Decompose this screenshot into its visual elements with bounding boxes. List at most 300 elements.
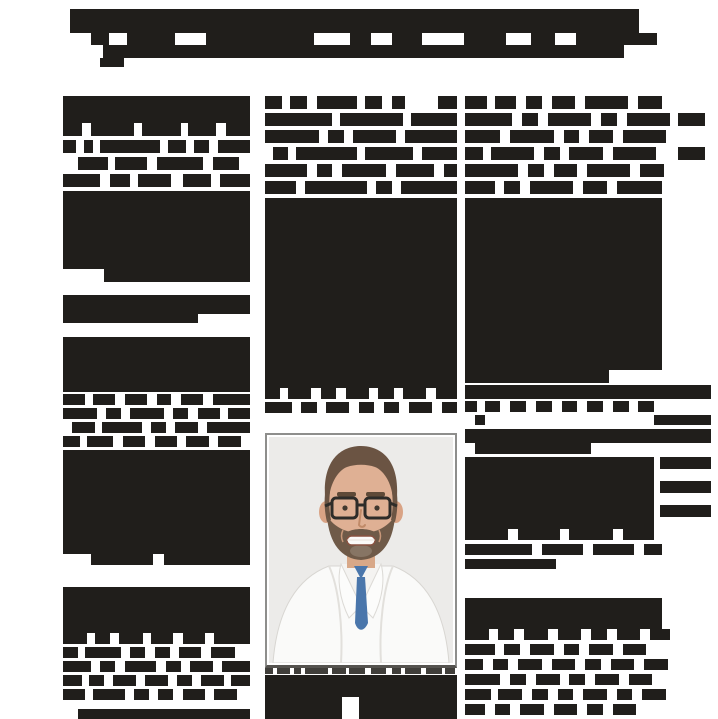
redacted-word-bar [164, 554, 250, 565]
redaction-row [465, 457, 662, 469]
redaction-row [465, 96, 662, 109]
redacted-word-bar [442, 402, 457, 413]
redacted-word-bar [403, 388, 426, 399]
redaction-row [465, 644, 662, 655]
redacted-word-bar [78, 157, 108, 170]
redacted-word-bar [87, 436, 113, 447]
redacted-word-bar [119, 633, 143, 644]
redacted-word-bar [611, 659, 635, 670]
redacted-word-bar [113, 675, 135, 686]
redacted-word-bar [63, 661, 91, 672]
redacted-word-bar [591, 629, 607, 640]
redacted-word-bar [465, 113, 512, 126]
redacted-word-bar [63, 394, 85, 405]
redaction-row [465, 517, 662, 529]
redacted-word-bar [522, 113, 538, 126]
redacted-word-bar [465, 457, 654, 469]
redacted-word-bar [554, 704, 578, 715]
redacted-word-bar [321, 388, 336, 399]
redacted-word-bar [317, 164, 332, 177]
redacted-word-bar [444, 164, 457, 177]
redacted-word-bar [528, 164, 544, 177]
redacted-word-bar [359, 697, 457, 719]
redacted-word-bar [305, 181, 366, 194]
redacted-word-bar [166, 661, 181, 672]
redacted-word-bar [660, 457, 711, 469]
redacted-word-bar [265, 113, 332, 126]
doctor-portrait-illustration [269, 437, 453, 663]
redaction-row [465, 385, 662, 399]
redacted-word-bar [531, 33, 555, 45]
caption-mark [371, 668, 386, 674]
redacted-word-bar [465, 96, 487, 109]
redacted-word-bar [465, 529, 508, 540]
redacted-word-bar [589, 644, 613, 655]
redacted-word-bar [290, 96, 307, 109]
redaction-row [465, 429, 662, 443]
redacted-word-bar [222, 661, 250, 672]
redacted-word-bar [558, 689, 574, 700]
redacted-word-bar [91, 554, 153, 565]
redacted-word-bar [342, 164, 386, 177]
redacted-word-bar [640, 164, 664, 177]
redacted-word-bar [89, 675, 104, 686]
white-space [265, 416, 457, 433]
redacted-word-bar [587, 401, 603, 412]
redacted-word-bar [183, 174, 211, 187]
caption-mark [445, 668, 455, 674]
redacted-word-bar [157, 157, 204, 170]
redacted-word-bar [220, 174, 250, 187]
redacted-word-bar [63, 689, 85, 700]
redaction-row [55, 58, 657, 67]
redaction-block [63, 295, 250, 314]
redacted-word-bar [376, 181, 391, 194]
redacted-word-bar [317, 96, 357, 109]
redacted-word-bar [63, 633, 87, 644]
redacted-word-bar [181, 394, 203, 405]
redacted-word-bar [353, 130, 395, 143]
redacted-word-bar [201, 675, 223, 686]
redaction-row [465, 370, 662, 383]
redacted-word-bar [510, 674, 526, 685]
white-space [63, 568, 250, 587]
redaction-row [63, 394, 250, 405]
redaction-row [63, 140, 250, 153]
white-space [63, 326, 250, 337]
redacted-word-bar [564, 644, 580, 655]
redacted-word-bar [465, 181, 495, 194]
redaction-row [465, 481, 662, 493]
redacted-word-bar [465, 481, 654, 493]
redaction-row [465, 505, 662, 517]
white-space [63, 286, 250, 295]
redacted-word-bar [173, 408, 188, 419]
redacted-word-bar [593, 544, 634, 555]
redacted-word-bar [130, 647, 145, 658]
redaction-row [265, 147, 457, 160]
redacted-word-bar [510, 130, 553, 143]
redacted-word-bar [401, 181, 457, 194]
redaction-row [465, 493, 662, 505]
redacted-word-bar [465, 659, 483, 670]
redacted-word-bar [465, 401, 477, 412]
redacted-word-bar [617, 181, 662, 194]
redacted-word-bar [134, 689, 149, 700]
redacted-word-bar [493, 659, 509, 670]
caption-mark [349, 668, 364, 674]
redacted-word-bar [265, 697, 342, 719]
redaction-row [63, 675, 250, 686]
redacted-word-bar [465, 130, 500, 143]
redacted-word-bar [123, 436, 145, 447]
redacted-word-bar [595, 674, 619, 685]
redacted-word-bar [213, 394, 250, 405]
redacted-word-bar [301, 402, 316, 413]
redacted-word-bar [465, 147, 483, 160]
redaction-row [465, 401, 662, 412]
redacted-word-bar [211, 647, 235, 658]
redacted-word-bar [569, 529, 612, 540]
redaction-row [265, 113, 457, 126]
redacted-word-bar [558, 629, 582, 640]
redaction-block [63, 587, 250, 633]
redacted-word-bar [552, 659, 576, 670]
redacted-word-bar [155, 436, 177, 447]
redacted-word-bar [63, 123, 82, 136]
redacted-word-bar [569, 147, 602, 160]
redacted-word-bar [115, 157, 147, 170]
redacted-word-bar [518, 659, 542, 670]
redacted-word-bar [465, 629, 489, 640]
redacted-word-bar [465, 674, 500, 685]
caption-mark [277, 668, 290, 674]
redacted-word-bar [491, 147, 534, 160]
redacted-word-bar [190, 661, 212, 672]
redacted-word-bar [544, 147, 560, 160]
redacted-word-bar [392, 33, 422, 45]
redacted-word-bar [265, 388, 280, 399]
redacted-word-bar [194, 140, 209, 153]
redaction-row [63, 689, 250, 700]
redacted-word-bar [498, 689, 522, 700]
redaction-row [465, 689, 662, 700]
redaction-row [63, 422, 250, 433]
redacted-word-bar [554, 164, 578, 177]
redacted-word-bar [617, 689, 633, 700]
redacted-word-bar [548, 113, 591, 126]
redaction-block [70, 9, 639, 33]
caption-mark [405, 668, 420, 674]
redacted-word-bar [183, 689, 205, 700]
redaction-row [465, 629, 662, 640]
redaction-block [63, 96, 250, 123]
redacted-word-bar [644, 544, 662, 555]
redaction-row [63, 123, 250, 136]
redaction-row [465, 704, 662, 715]
redacted-word-bar [465, 493, 654, 505]
redacted-word-bar [518, 529, 559, 540]
redacted-word-bar [569, 674, 585, 685]
redacted-word-bar [396, 164, 434, 177]
redaction-block [465, 598, 662, 629]
redaction-row [465, 415, 662, 425]
redacted-word-bar [623, 130, 666, 143]
redaction-row [63, 408, 250, 419]
redacted-word-bar [91, 123, 134, 136]
redacted-word-bar [613, 147, 656, 160]
redaction-row [465, 529, 662, 540]
redacted-word-bar [465, 517, 654, 529]
redacted-word-bar [498, 629, 514, 640]
redacted-word-bar [188, 123, 216, 136]
redacted-word-bar [84, 140, 93, 153]
redacted-word-bar [110, 174, 131, 187]
redacted-word-bar [409, 402, 432, 413]
redacted-word-bar [465, 559, 556, 569]
redacted-word-bar [542, 544, 583, 555]
redacted-word-bar [95, 633, 110, 644]
redacted-word-bar [465, 429, 711, 443]
redacted-word-bar [642, 689, 666, 700]
redacted-word-bar [601, 113, 617, 126]
redacted-word-bar [127, 33, 175, 45]
redacted-word-bar [536, 674, 560, 685]
redaction-row [465, 147, 662, 160]
redacted-word-bar [504, 181, 520, 194]
redacted-word-bar [465, 164, 518, 177]
redacted-word-bar [660, 505, 711, 517]
redacted-word-bar [495, 96, 517, 109]
redaction-row [265, 388, 457, 399]
redacted-word-bar [392, 96, 405, 109]
redacted-word-bar [465, 370, 609, 383]
redaction-row [465, 164, 662, 177]
redacted-word-bar [103, 45, 624, 58]
redacted-word-bar [63, 174, 100, 187]
redacted-word-bar [627, 113, 670, 126]
redacted-word-bar [93, 394, 115, 405]
caption-mark [305, 668, 328, 674]
redaction-row [63, 554, 250, 565]
redaction-row [63, 436, 250, 447]
redacted-word-bar [526, 96, 542, 109]
redacted-word-bar [63, 140, 76, 153]
redacted-word-bar [72, 422, 94, 433]
redacted-word-bar [365, 147, 413, 160]
redacted-word-bar [265, 402, 292, 413]
redaction-row [465, 559, 662, 569]
redacted-word-bar [438, 96, 457, 109]
redacted-word-bar [102, 422, 141, 433]
redaction-row [63, 633, 250, 644]
white-space [465, 569, 662, 598]
redacted-word-bar [365, 96, 382, 109]
redacted-word-bar [63, 647, 78, 658]
redaction-row [465, 443, 662, 454]
redaction-block [265, 675, 457, 697]
redacted-word-bar [654, 415, 711, 425]
redacted-word-bar [436, 388, 457, 399]
doctor-portrait-photo [265, 433, 457, 668]
caption-mark [294, 668, 302, 674]
redacted-word-bar [168, 140, 187, 153]
redacted-word-bar [562, 401, 578, 412]
redacted-word-bar [465, 505, 654, 517]
redacted-word-bar [589, 130, 613, 143]
redacted-word-bar [138, 174, 172, 187]
redacted-word-bar [629, 674, 653, 685]
redacted-word-bar [411, 113, 457, 126]
caption-mark [332, 668, 345, 674]
redaction-row [55, 33, 657, 45]
redacted-word-bar [504, 644, 520, 655]
redaction-row [465, 469, 662, 481]
redacted-word-bar [85, 647, 121, 658]
redacted-word-bar [206, 33, 314, 45]
redacted-word-bar [465, 385, 711, 399]
redaction-row [63, 709, 250, 719]
portrait-photo-area [269, 437, 453, 663]
redacted-word-bar [214, 689, 236, 700]
redacted-word-bar [530, 181, 573, 194]
redaction-block [63, 191, 250, 269]
redaction-row [465, 544, 662, 555]
redacted-word-bar [585, 659, 601, 670]
redacted-word-bar [214, 633, 250, 644]
redacted-word-bar [177, 675, 192, 686]
redacted-word-bar [384, 402, 399, 413]
redacted-word-bar [151, 633, 173, 644]
redacted-word-bar [660, 481, 711, 493]
caption-mark [392, 668, 402, 674]
redaction-row [63, 157, 250, 170]
redacted-word-bar [207, 422, 250, 433]
redaction-row [465, 674, 662, 685]
redacted-word-bar [213, 157, 239, 170]
redaction-row [55, 45, 657, 58]
redacted-word-bar [378, 388, 393, 399]
redacted-word-bar [350, 33, 371, 45]
redaction-row [63, 269, 250, 282]
redacted-word-bar [623, 529, 655, 540]
redacted-word-bar [638, 96, 662, 109]
redacted-word-bar [78, 709, 250, 719]
redacted-word-bar [552, 96, 576, 109]
redacted-word-bar [585, 96, 628, 109]
redacted-word-bar [100, 140, 160, 153]
redacted-word-bar [524, 629, 548, 640]
redacted-word-bar [125, 394, 147, 405]
redaction-row [465, 130, 662, 143]
redacted-word-bar [465, 704, 485, 715]
redacted-word-bar [587, 164, 630, 177]
redacted-word-bar [63, 675, 82, 686]
redacted-word-bar [231, 675, 250, 686]
redacted-word-bar [130, 408, 164, 419]
redacted-word-bar [475, 415, 485, 425]
redaction-row [265, 402, 457, 413]
redaction-row [465, 181, 662, 194]
column-2 [265, 96, 457, 719]
redacted-word-bar [510, 401, 526, 412]
redaction-row [63, 661, 250, 672]
redacted-word-bar [93, 689, 125, 700]
redacted-word-bar [564, 130, 580, 143]
redaction-row [63, 314, 250, 323]
redaction-block [265, 198, 457, 388]
redacted-word-bar [145, 675, 167, 686]
redacted-word-bar [186, 436, 208, 447]
redacted-word-bar [228, 408, 250, 419]
photo-caption-redacted [265, 668, 457, 674]
redacted-word-bar [175, 422, 197, 433]
redacted-word-bar [583, 689, 607, 700]
redacted-word-bar [226, 123, 250, 136]
redacted-word-bar [157, 394, 172, 405]
redacted-word-bar [183, 633, 205, 644]
redacted-word-bar [265, 96, 282, 109]
redacted-word-bar [100, 661, 115, 672]
redacted-word-bar [520, 704, 544, 715]
redacted-word-bar [91, 33, 109, 45]
redacted-word-bar [106, 408, 121, 419]
redaction-row [63, 174, 250, 187]
redacted-word-bar [326, 402, 349, 413]
caption-mark [426, 668, 441, 674]
redacted-word-bar [100, 58, 124, 67]
redacted-word-bar [465, 689, 491, 700]
redacted-word-bar [179, 647, 201, 658]
redacted-word-bar [104, 269, 250, 282]
redacted-word-bar [273, 147, 288, 160]
redacted-word-bar [465, 544, 532, 555]
column-1 [63, 96, 250, 719]
redacted-word-bar [623, 644, 647, 655]
redacted-word-bar [475, 443, 591, 454]
redaction-block [63, 337, 250, 392]
redaction-block [465, 198, 662, 370]
redacted-word-bar [198, 408, 220, 419]
redacted-word-bar [63, 436, 80, 447]
redacted-word-bar [465, 644, 495, 655]
redacted-word-bar [218, 140, 250, 153]
redacted-word-bar [158, 689, 173, 700]
redacted-word-bar [617, 629, 641, 640]
redacted-word-bar [405, 130, 457, 143]
redacted-word-bar [265, 164, 307, 177]
redacted-word-bar [678, 147, 706, 160]
redaction-row [63, 647, 250, 658]
redacted-word-bar [422, 147, 457, 160]
redacted-word-bar [576, 33, 657, 45]
redacted-word-bar [142, 123, 181, 136]
column-3 [465, 96, 662, 719]
redacted-word-bar [650, 629, 670, 640]
redacted-word-bar [125, 661, 157, 672]
redacted-word-bar [530, 644, 554, 655]
redacted-word-bar [465, 469, 654, 481]
redaction-block [63, 450, 250, 554]
redacted-word-bar [536, 401, 552, 412]
redacted-word-bar [328, 130, 343, 143]
redaction-row [265, 697, 457, 719]
caption-mark [265, 668, 273, 674]
redacted-word-bar [464, 33, 506, 45]
redacted-word-bar [63, 314, 198, 323]
redacted-word-bar [346, 388, 369, 399]
redacted-word-bar [587, 704, 603, 715]
